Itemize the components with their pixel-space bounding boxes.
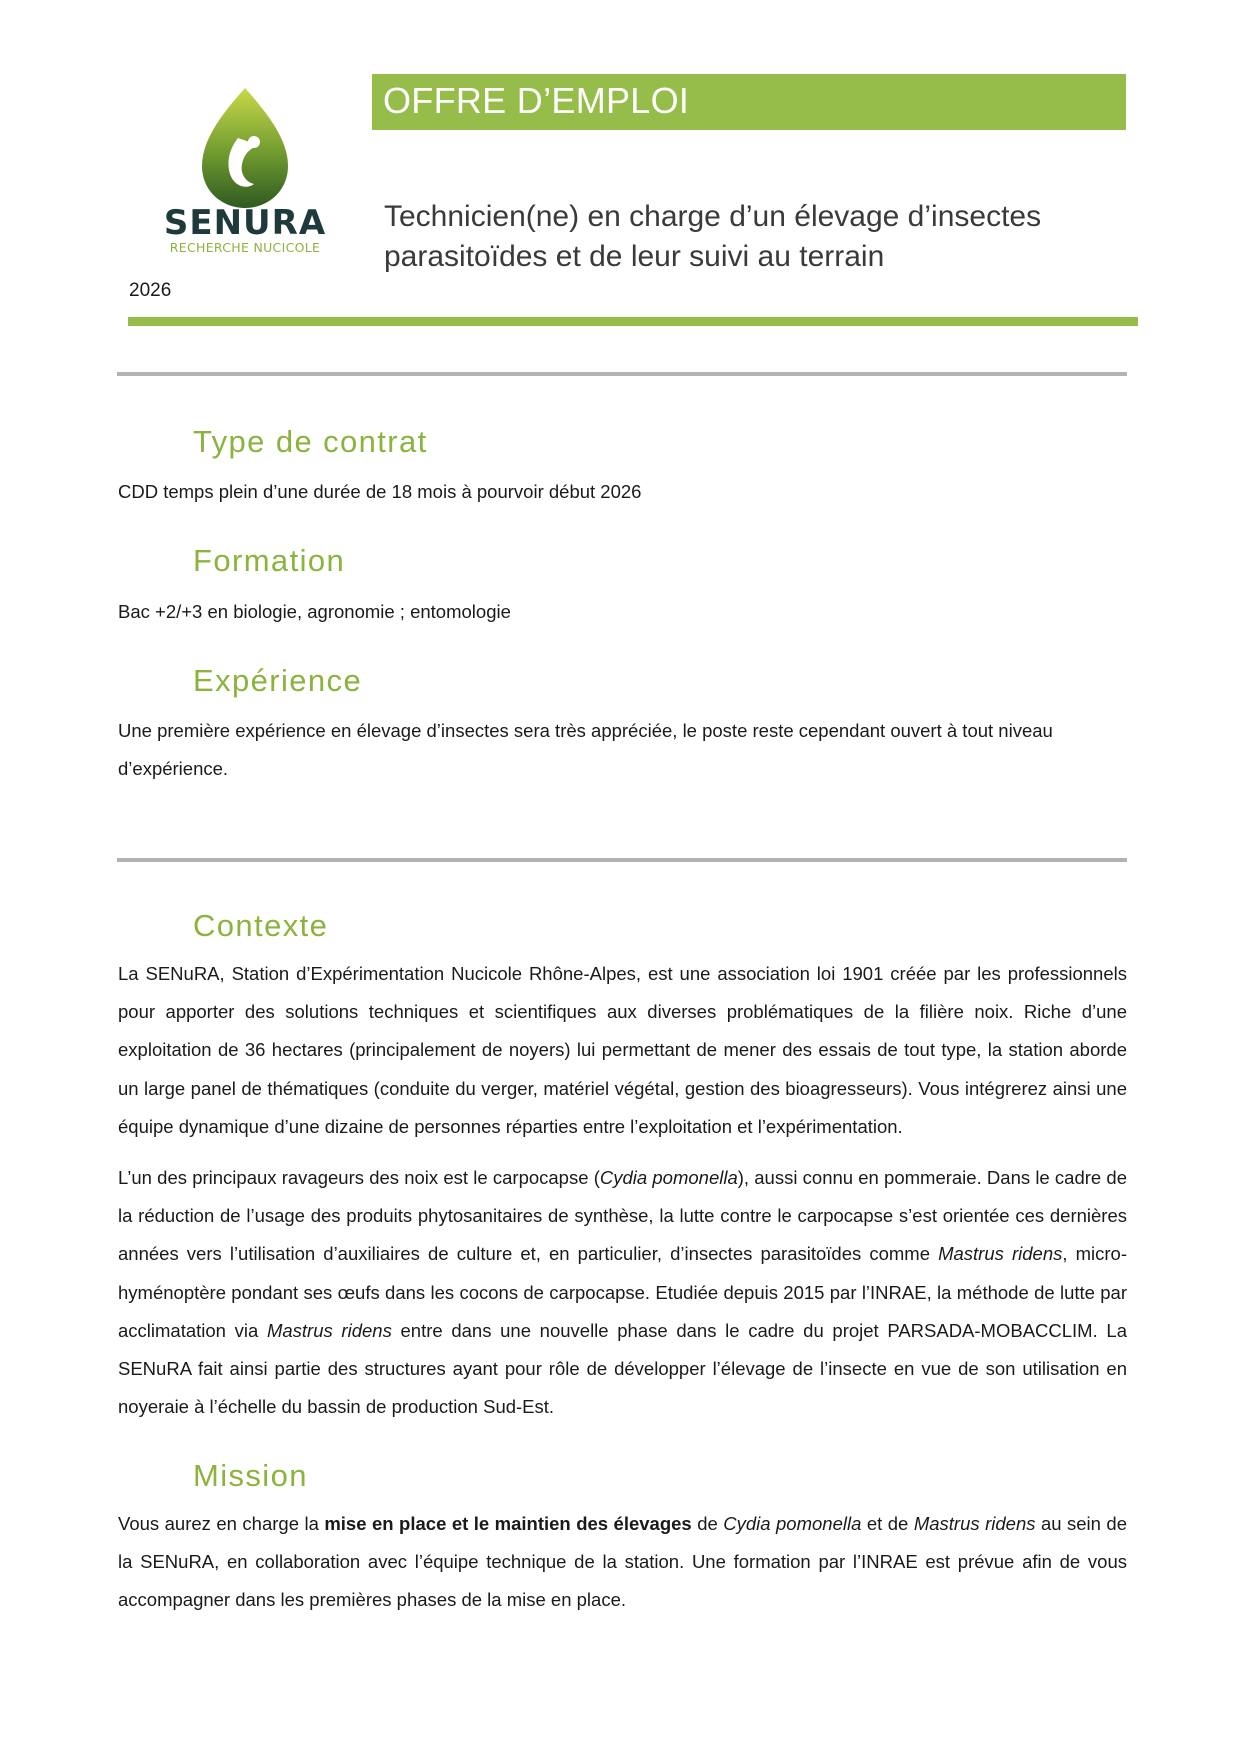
offer-banner — [372, 74, 1126, 130]
section-divider-2 — [117, 858, 1127, 862]
section-title-mission: Mission — [193, 1458, 308, 1493]
formation-text: Bac +2/+3 en biologie, agronomie ; entomologie — [118, 601, 511, 622]
mission-highlight: mise en place et le maintien des élevages — [324, 1513, 692, 1534]
header-divider — [128, 317, 1138, 326]
species-mastrus: Mastrus ridens — [938, 1243, 1063, 1265]
mission-text: au sein de la SENuRA, en collaboration avec l’équipe technique de la station. Une formation par l’INRAE est prévue afin de vous accompagner dans les premières phases de la mise en place. — [118, 1513, 1127, 1611]
mission-text: de — [691, 1513, 724, 1534]
contrat-text: CDD temps plein d’une durée de 18 mois à pourvoir début 2026 — [118, 481, 642, 502]
offer-year: 2026 — [129, 280, 172, 301]
job-title-line-2: parasitoïdes et de leur suivi au terrain — [384, 240, 885, 273]
section-divider-1 — [117, 372, 1127, 376]
mission-paragraph-1 — [118, 1505, 1127, 1620]
senura-logo — [150, 86, 340, 256]
section-title-contrat: Type de contrat — [193, 424, 428, 459]
contexte-paragraph-2 — [118, 1159, 1127, 1426]
species-cydia: Cydia pomonella — [599, 1167, 738, 1188]
section-title-contexte: Contexte — [193, 908, 329, 943]
species-mastrus: Mastrus ridens — [913, 1513, 1036, 1534]
section-title-formation: Formation — [193, 543, 346, 578]
walnut-leaf-logo-icon — [150, 86, 340, 256]
experience-text: Une première expérience en élevage d’insectes sera très appréciée, le poste reste cependant ouvert à tout niveau d’expérience. — [118, 720, 1053, 780]
mission-text: Vous aurez en charge la — [118, 1513, 325, 1534]
mission-text: et de — [861, 1513, 914, 1534]
species-mastrus: Mastrus ridens — [266, 1319, 392, 1341]
contexte-p2-text: L’un des principaux ravageurs des noix est le carpocapse ( — [118, 1167, 600, 1188]
logo-tagline: RECHERCHE NUCICOLE — [169, 240, 321, 255]
contexte-p2-text: entre dans une nouvelle phase dans le cadre du projet PARSADA-MOBACCLIM. La SENuRA fait ainsi partie des structures ayant pour rôle de développer l’élevage de l’insecte en vue de son utilisation en noyeraie à l’échelle du bassin de production Sud-Est. — [118, 1319, 1127, 1418]
contexte-p2-text: ), aussi connu en pommeraie. Dans le cadre de la réduction de l’usage des produits phytosanitaires de synthèse, la lutte contre le carpocapse s’est orientée ces dernières années vers l’utilisation d’auxiliaires de culture et, en particulier, d’insectes parasitoïdes comme — [118, 1167, 1127, 1265]
job-title-line-1: Technicien(ne) en charge d’un élevage d’insectes — [384, 200, 1042, 233]
banner-label: OFFRE D’EMPLOI — [383, 80, 690, 121]
job-title — [384, 197, 1124, 277]
contexte-paragraph-1: La SENuRA, Station d’Expérimentation Nucicole Rhône-Alpes, est une association loi 1901 créée par les professionnels pour apporter des solutions techniques et scientifiques aux diverses problématiques de la filière noix. Riche d’une exploitation de 36 hectares (principalement de noyers) lui permettant de mener des essais de tout type, la station aborde un large panel de thématiques (conduite du verger, matériel végétal, gestion des bioagresseurs). Vous intégrerez ainsi une équipe dynamique d’une dizaine de personnes réparties entre l’exploitation et l’expérimentation. — [118, 963, 1127, 1137]
logo-wordmark: SENURA — [163, 203, 327, 243]
contexte-p2-text: , micro-hyménoptère pondant ses œufs dans les cocons de carpocapse. Etudiée depuis 2015 par l’INRAE, la méthode de lutte par acclimatation via — [118, 1243, 1127, 1341]
section-title-experience: Expérience — [193, 663, 363, 698]
species-cydia: Cydia pomonella — [723, 1513, 862, 1534]
